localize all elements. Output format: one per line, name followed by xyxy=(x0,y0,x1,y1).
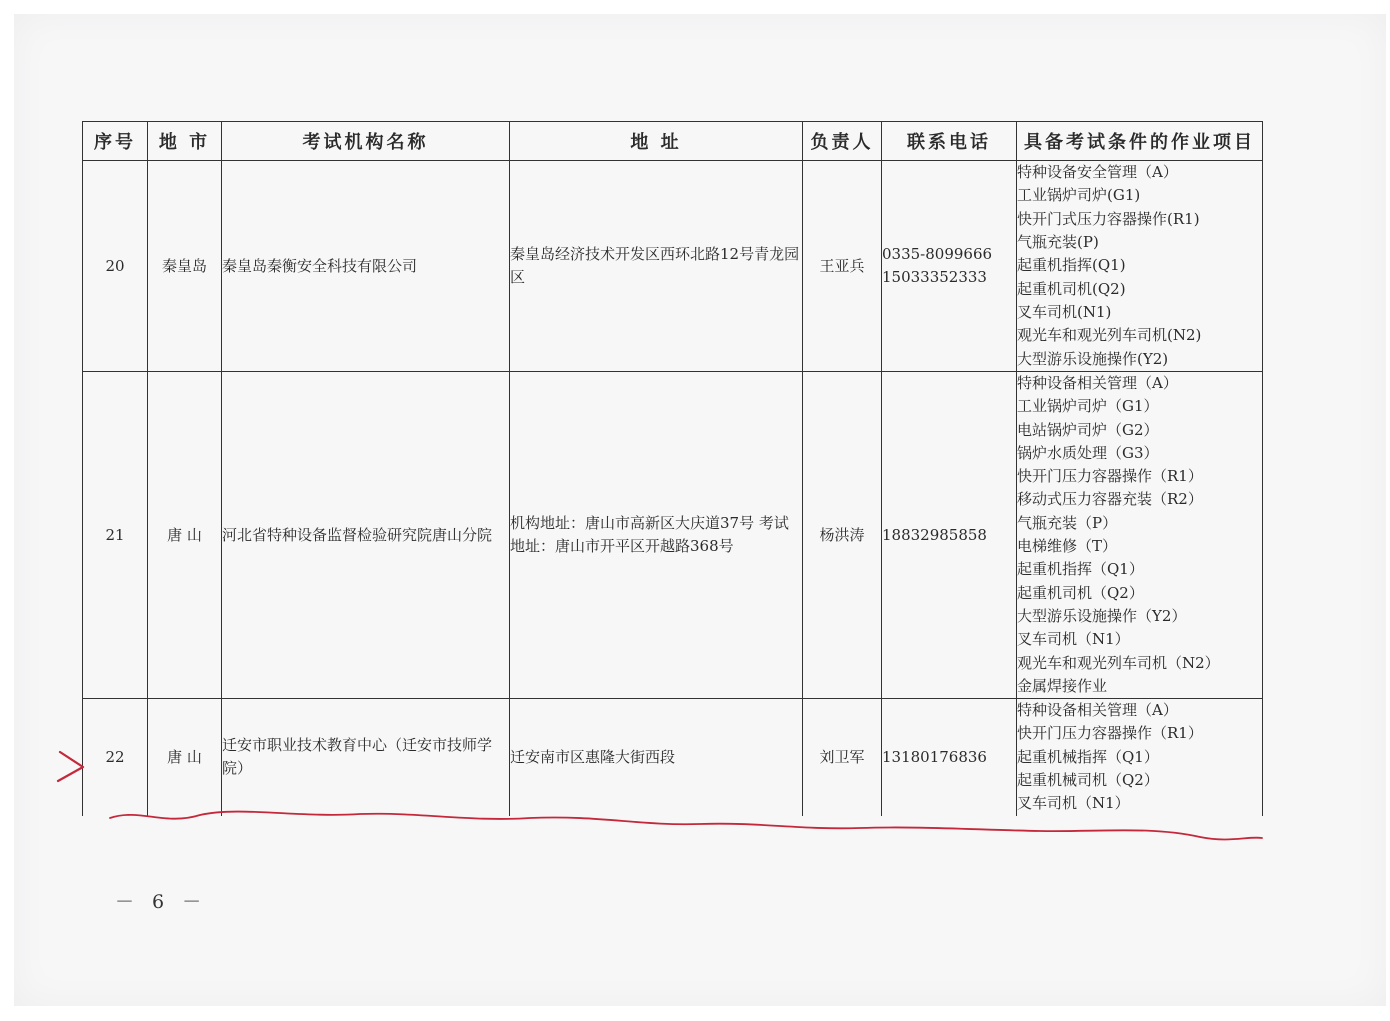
exam-item: 大型游乐设施操作（Y2） xyxy=(1017,606,1187,625)
exam-item: 起重机械司机（Q2） xyxy=(1017,771,1159,790)
exam-item: 大型游乐设施操作(Y2) xyxy=(1017,349,1169,368)
exam-item: 特种设备相关管理（A） xyxy=(1017,374,1178,392)
exam-item: 起重机械指挥（Q1） xyxy=(1017,747,1159,766)
header-exam-items: 具备考试条件的作业项目 xyxy=(1017,122,1263,161)
exam-item: 叉车司机（N1） xyxy=(1017,630,1130,649)
row-person: 王亚兵 xyxy=(803,161,882,372)
exam-item: 工业锅炉司炉(G1) xyxy=(1017,186,1141,205)
exam-item: 快开门压力容器操作（R1） xyxy=(1017,467,1203,486)
exam-item: 起重机司机(Q2) xyxy=(1017,279,1126,298)
exam-item: 特种设备安全管理（A） xyxy=(1017,163,1178,182)
row-city: 唐 山 xyxy=(148,699,222,816)
row-person: 杨洪涛 xyxy=(803,372,882,699)
exam-item: 叉车司机（N1） xyxy=(1017,794,1130,813)
header-address: 地 址 xyxy=(510,122,803,161)
row-institution-name: 迁安市职业技术教育中心（迁安市技师学院） xyxy=(222,699,510,816)
header-no: 序号 xyxy=(83,122,148,161)
header-phone: 联系电话 xyxy=(882,122,1017,161)
phone-number: 15033352333 xyxy=(882,268,987,286)
row-city: 秦皇岛 xyxy=(148,161,222,372)
exam-item: 叉车司机(N1) xyxy=(1017,302,1112,321)
row-number: 22 xyxy=(83,699,148,816)
exam-item: 工业锅炉司炉（G1） xyxy=(1017,397,1159,416)
page-number: － 6 － xyxy=(115,891,208,913)
row-number: 21 xyxy=(83,372,148,699)
exam-item: 特种设备相关管理（A） xyxy=(1017,701,1178,720)
exam-item: 移动式压力容器充装（R2） xyxy=(1017,490,1203,509)
header-person-in-charge: 负责人 xyxy=(803,122,882,161)
exam-item: 电梯维修（T） xyxy=(1017,537,1118,556)
exam-item: 起重机司机（Q2） xyxy=(1017,583,1144,602)
header-institution-name: 考试机构名称 xyxy=(222,122,510,161)
header-city: 地 市 xyxy=(148,122,222,161)
exam-item: 气瓶充装（P） xyxy=(1017,513,1118,532)
exam-item: 起重机指挥(Q1) xyxy=(1017,256,1126,275)
exam-item: 起重机指挥（Q1） xyxy=(1017,560,1144,579)
row-institution-name: 秦皇岛秦衡安全科技有限公司 xyxy=(222,161,510,372)
red-underline-stroke xyxy=(110,812,1262,840)
row-city: 唐 山 xyxy=(148,372,222,699)
exam-item: 观光车和观光列车司机（N2） xyxy=(1017,653,1220,672)
row-institution-name: 河北省特种设备监督检验研究院唐山分院 xyxy=(222,372,510,699)
phone-number: 0335-8099666 xyxy=(882,245,993,263)
row-number: 20 xyxy=(83,161,148,372)
exam-item: 快开门式压力容器操作(R1) xyxy=(1017,209,1200,228)
exam-item: 金属焊接作业 xyxy=(1017,676,1108,695)
exam-item: 观光车和观光列车司机(N2) xyxy=(1017,326,1202,345)
exam-item: 锅炉水质处理（G3） xyxy=(1017,443,1159,462)
row-address: 迁安南市区惠隆大街西段 xyxy=(510,699,803,816)
phone-number: 18832985858 xyxy=(882,525,987,544)
exam-item: 气瓶充装(P) xyxy=(1017,233,1099,252)
row-address: 秦皇岛经济技术开发区西环北路12号青龙园区 xyxy=(510,161,803,372)
exam-item: 快开门压力容器操作（R1） xyxy=(1017,724,1203,743)
row-address: 机构地址：唐山市高新区大庆道37号 考试地址：唐山市开平区开越路368号 xyxy=(510,372,803,699)
phone-number: 13180176836 xyxy=(882,747,987,766)
row-person: 刘卫军 xyxy=(803,699,882,816)
red-check-mark xyxy=(58,752,83,781)
exam-item: 电站锅炉司炉（G2） xyxy=(1017,420,1159,439)
